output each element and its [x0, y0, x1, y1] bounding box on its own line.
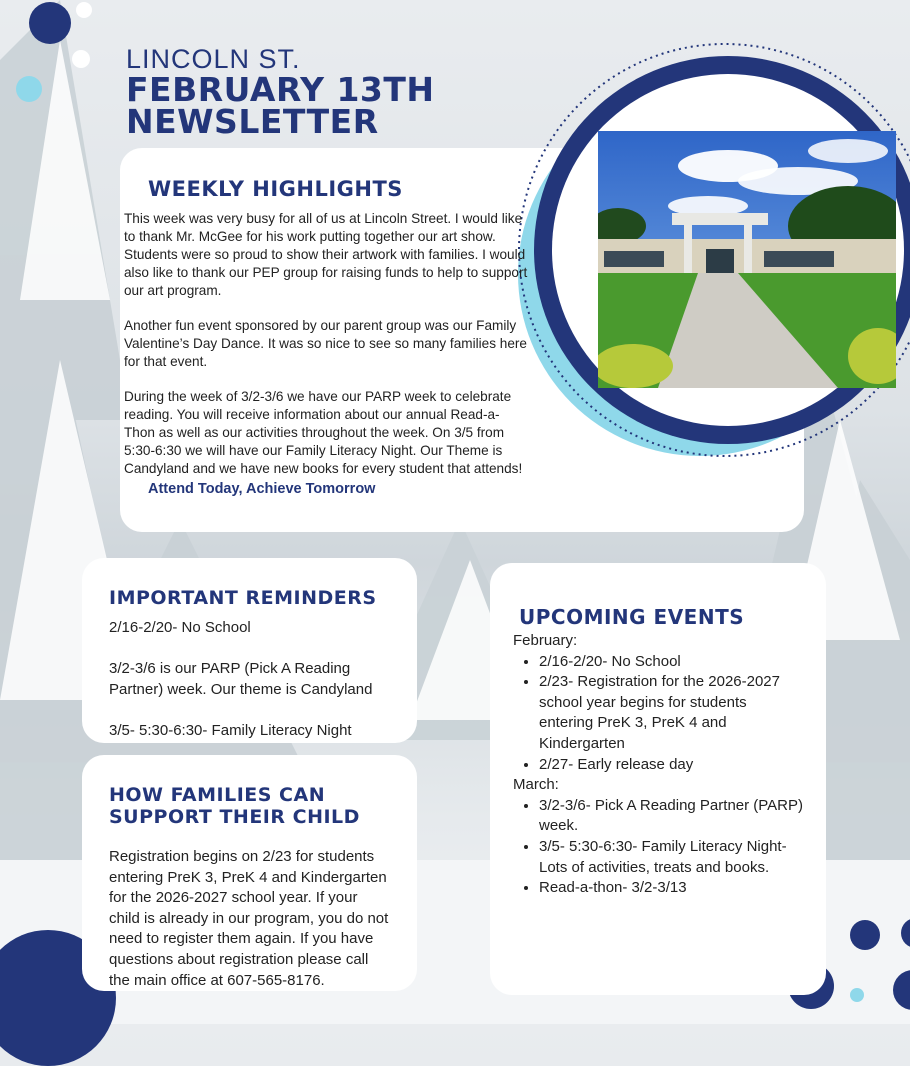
decor-dot [29, 2, 71, 44]
list-item: • Read-a-thon- 3/2-3/13 [539, 878, 803, 899]
important-reminders-card [82, 558, 417, 743]
events-february-list [513, 652, 803, 776]
decor-dot [850, 920, 880, 950]
list-item: • 3/2-3/6- Pick A Reading Partner (PARP) week. [539, 796, 803, 837]
events-march-list [513, 796, 803, 899]
events-february-label: February: [513, 632, 578, 649]
reminder-item: 2/16-2/20- No School [109, 619, 251, 636]
upcoming-events-card [490, 563, 826, 995]
family-support-text: Registration begins on 2/23 for students entering PreK 3, PreK 4 and Kindergarten for the 2026-2027 school year. If your child is already in our program, you do not need to register them again. If you have questions about registration please call the main office at 607-565-8176. [109, 848, 389, 989]
reminder-item: 3/2-3/6 is our PARP (Pick A Reading Partner) week. Our theme is Candyland [109, 660, 373, 698]
weekly-highlights-heading: WEEKLY HIGHLIGHTS [148, 177, 403, 201]
list-item: • 3/5- 5:30-6:30- Family Literacy Night- Lots of activities, treats and books. [539, 837, 803, 878]
decor-dot [76, 2, 92, 18]
school-motto: Attend Today, Achieve Tomorrow [148, 481, 376, 497]
newsletter-title-line2: NEWSLETTER [126, 102, 379, 141]
weekly-paragraph-1: This week was very busy for all of us at Lincoln Street. I would like to thank Mr. McGee for his work putting together our art show. Students were so proud to show their artwork with families. I would also like to thank our PEP group for raising funds to help to support our art program. [124, 211, 528, 298]
decor-dot [72, 50, 90, 68]
header [126, 44, 435, 141]
upcoming-events-heading: UPCOMING EVENTS [519, 605, 745, 629]
family-support-heading-line2: SUPPORT THEIR CHILD [109, 806, 360, 828]
list-item: • 2/16-2/20- No School [539, 652, 803, 673]
events-list [513, 631, 803, 899]
weekly-highlights-body [124, 210, 530, 478]
list-item: • 2/23- Registration for the 2026-2027 school year begins for students entering PreK 3, PreK 4 and Kindergarten [539, 672, 803, 754]
decor-dot [16, 76, 42, 102]
weekly-paragraph-2: Another fun event sponsored by our parent group was our Family Valentine’s Day Dance. It was so nice to see so many families here for that event. [124, 318, 527, 369]
family-support-heading-line1: HOW FAMILIES CAN [109, 784, 326, 806]
school-name: LINCOLN ST. [126, 44, 301, 74]
newsletter-title-line1: FEBRUARY 13TH [126, 70, 435, 109]
decor-dot [850, 988, 864, 1002]
school-building-photo [598, 131, 896, 388]
list-item: • 2/27- Early release day [539, 755, 803, 776]
events-march-label: March: [513, 776, 559, 794]
weekly-paragraph-3: During the week of 3/2-3/6 we have our PARP week to celebrate reading. You will receive information about our annual Read-a-Thon as well as our activities throughout the week. On 3/5 from 5:30-6:30 we will have our Family Literacy Night. Our Theme is Candyland and we have new books for every student that attends! [124, 389, 523, 476]
reminder-item: 3/5- 5:30-6:30- Family Literacy Night [109, 722, 352, 739]
family-support-card [82, 755, 417, 991]
important-reminders-heading: IMPORTANT REMINDERS [109, 587, 377, 609]
